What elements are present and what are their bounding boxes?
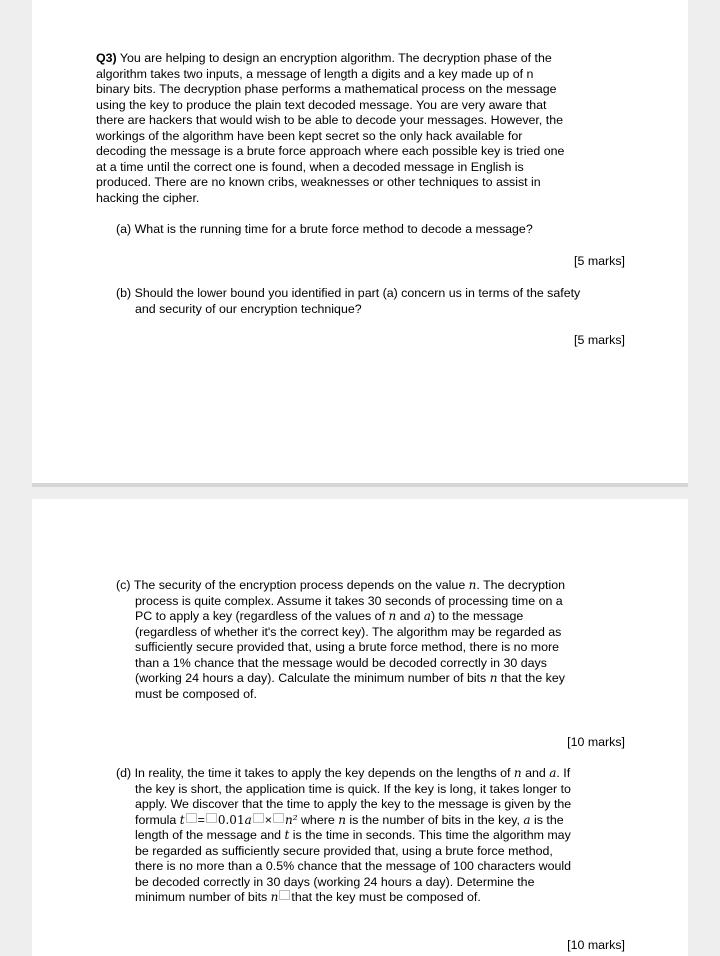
var-n: n xyxy=(468,578,477,592)
part-c-text-3: and xyxy=(399,609,421,623)
part-a-text: What is the running time for a brute force method to decode a message? xyxy=(134,222,533,236)
part-b xyxy=(116,286,581,317)
part-d-text-8: that the key must be composed of. xyxy=(291,890,481,904)
question-intro-text: You are helping to design an encryption algorithm. The decryption phase of the algorithm takes two inputs, a message of length a digits and a key made up of n binary bits. The decryption phase performs a mathematical process on the message using the key to produce the plain text decoded message. You are very aware that there are hackers that would wish to be able to decode your messages. However, the workings of the algorithm have been kept secret so the only hack available for decoding the message is a brute force approach where each possible key is tried one at a time until the correct one is found, when a decoded message in English is produced. There are no known cribs, weaknesses or other techniques to assist in hacking the cipher. xyxy=(96,51,565,205)
missing-glyph-icon xyxy=(253,813,264,823)
var-n: n xyxy=(338,812,346,827)
part-d-text-6: is the length of the message and xyxy=(135,812,564,842)
page-divider xyxy=(32,483,688,487)
part-a-marks: [5 marks] xyxy=(574,254,625,268)
formula-n-squared: n² xyxy=(284,812,298,827)
part-d-text-1: In reality, the time it takes to apply the key depends on the lengths of xyxy=(134,766,511,780)
part-c-text-5: that the key must be composed of. xyxy=(135,671,565,701)
part-a-label: (a) xyxy=(116,222,132,236)
var-n: n xyxy=(388,609,397,623)
part-c-label: (c) xyxy=(116,578,131,592)
missing-glyph-icon xyxy=(186,813,197,823)
var-a: a xyxy=(423,609,431,623)
var-a: a xyxy=(523,812,531,827)
missing-glyph-icon xyxy=(206,813,217,823)
equals-sign: = xyxy=(197,812,205,827)
var-t: t xyxy=(179,812,185,827)
part-d-label: (d) xyxy=(116,766,132,780)
part-d-text-4: where xyxy=(300,812,335,827)
question-intro xyxy=(96,51,566,206)
question-label: Q3) xyxy=(96,51,117,65)
var-n: n xyxy=(489,671,498,685)
var-n: n xyxy=(513,766,522,780)
part-c-text-2: . The decryption process is quite complex. Assume it takes 30 seconds of processing time on a PC to apply a key (regardless of the values of xyxy=(135,578,566,623)
formula-coefficient: 0.01 xyxy=(217,812,245,827)
part-c-text-1: The security of the encryption process depends on the value xyxy=(133,578,466,592)
var-t: t xyxy=(284,828,290,842)
part-c xyxy=(116,578,581,702)
part-b-label: (b) xyxy=(116,286,132,300)
var-a: a xyxy=(244,812,252,827)
part-c-text-4: ) to the message (regardless of whether it's the correct key). The algorithm may be regarded as sufficiently secure provided that, using a brute force method, there is no more than a 1% chance that the message would be decoded correctly in 30 days (working 24 hours a day). Calculate the minimum number of bits xyxy=(135,609,562,685)
part-b-marks: [5 marks] xyxy=(574,333,625,347)
part-d xyxy=(116,766,581,906)
var-n: n xyxy=(270,890,279,904)
missing-glyph-icon xyxy=(279,890,290,900)
part-d-text-7: is the time in seconds. This time the algorithm may be regarded as sufficiently secure provided that, using a brute force method, there is no more than a 0.5% chance that the message of 100 characters would be decoded correctly in 30 days (working 24 hours a day). Determine the minimum number of bits xyxy=(135,828,571,904)
part-d-text-5: is the number of bits in the key, xyxy=(349,812,520,827)
formula-times: × xyxy=(264,812,272,827)
part-b-text: Should the lower bound you identified in part (a) concern us in terms of the safety and security of our encryption technique? xyxy=(134,286,581,316)
part-c-marks: [10 marks] xyxy=(567,735,625,749)
var-a: a xyxy=(549,766,557,780)
missing-glyph-icon xyxy=(273,813,284,823)
part-a xyxy=(116,222,581,238)
part-d-text-2: and xyxy=(525,766,546,780)
part-d-text-3: . If the key is short, the application time is quick. If the key is long, it takes longer to apply. We discover that the time to apply the key to the message is given by the formula xyxy=(135,766,572,827)
part-d-marks: [10 marks] xyxy=(567,938,625,952)
